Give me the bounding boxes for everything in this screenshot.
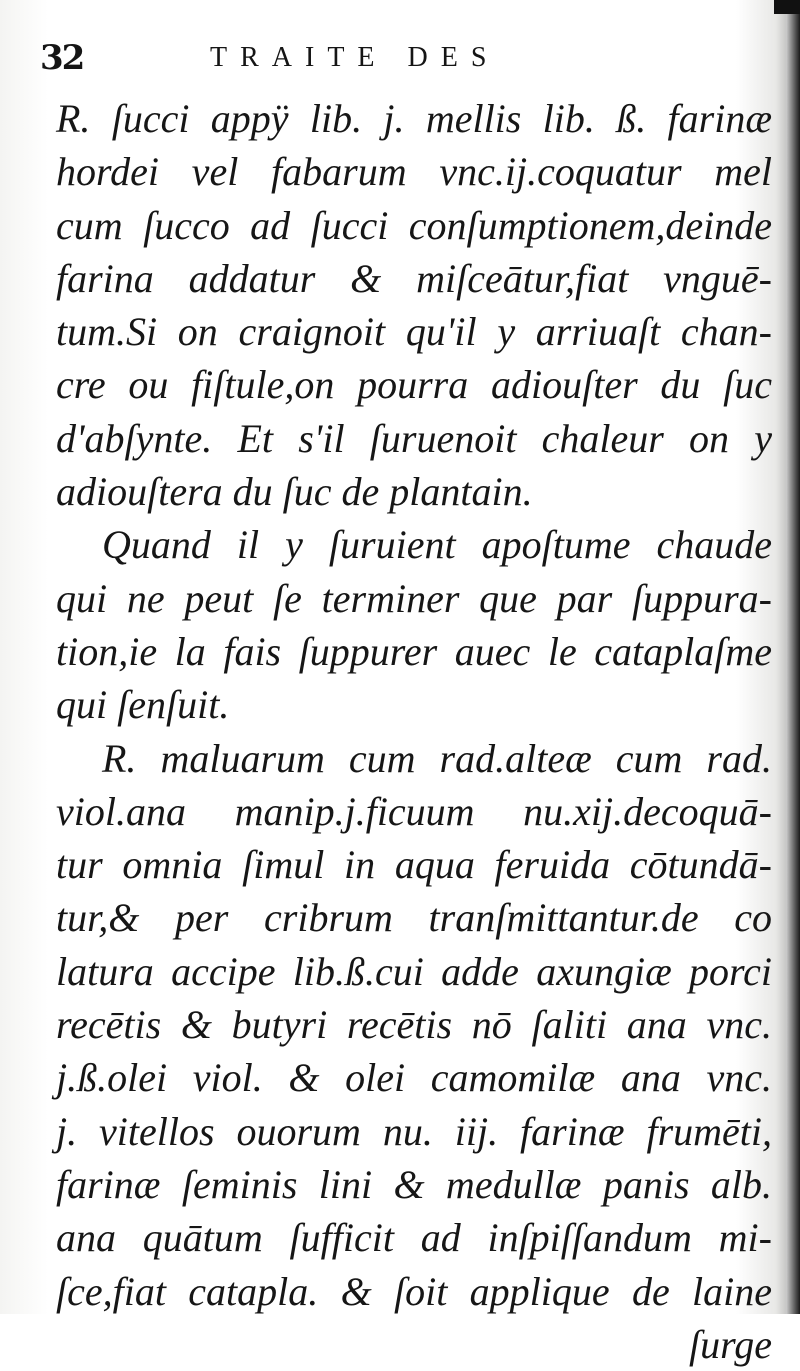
text-line: viol.ana manip.j.ficuum nu.xij.decoquā- xyxy=(56,788,772,834)
text-line: j. vitellos ouorum nu. iij. farinæ frumēti, xyxy=(56,1108,772,1154)
text-line: qui ſenſuit. xyxy=(56,682,230,728)
text-line: ana quātum ſufficit ad inſpiſſandum mi- xyxy=(56,1215,772,1261)
text-line: hordei vel fabarum vnc.ij.coquatur mel xyxy=(56,149,772,195)
text-line: j.ß.olei viol. & olei camomilæ ana vnc. xyxy=(56,1055,772,1101)
text-line: adiouſtera du ſuc de plantain. xyxy=(56,469,533,515)
binding-corner xyxy=(774,0,800,14)
text-line: cre ou fiſtule,on pourra adiouſter du ſuc xyxy=(56,362,772,408)
body-text xyxy=(56,92,772,1371)
text-line: R. maluarum cum rad.alteæ cum rad. xyxy=(102,735,772,781)
text-line: latura accipe lib.ß.cui adde axungiæ porci xyxy=(56,948,772,994)
text-line: farinæ ſeminis lini & medullæ panis alb. xyxy=(56,1161,772,1207)
text-line: tur,& per cribrum tranſmittantur.de co xyxy=(56,895,772,941)
text-line: recētis & butyri recētis nō ſaliti ana vnc. xyxy=(56,1002,772,1048)
text-line: tur omnia ſimul in aqua feruida cōtundā- xyxy=(56,842,772,888)
text-line: d'abſynte. Et s'il ſuruenoit chaleur on y xyxy=(56,415,772,461)
running-head: TRAITE DES xyxy=(210,42,500,73)
text-line: farina addatur & miſceātur,fiat vnguē- xyxy=(56,255,772,301)
text-line: ſce,fiat catapla. & ſoit applique de laine xyxy=(56,1268,772,1314)
text-line: tion,ie la fais ſuppurer auec le cataplaſme xyxy=(56,628,772,674)
text-line: Quand il y ſuruient apoſtume chaude xyxy=(102,522,772,568)
page-header xyxy=(0,36,800,80)
binding-edge xyxy=(786,0,800,1314)
text-line: qui ne peut ſe terminer que par ſuppura- xyxy=(56,575,772,621)
text-line: cum ſucco ad ſucci conſumptionem,deinde xyxy=(56,202,772,248)
text-line: R. ſucci appÿ lib. j. mellis lib. ß. farinæ xyxy=(56,96,772,141)
text-line: tum.Si on craignoit qu'il y arriuaſt chan- xyxy=(56,309,772,355)
catchword: ſurge xyxy=(689,1321,772,1367)
page-number: 32 xyxy=(40,38,84,78)
